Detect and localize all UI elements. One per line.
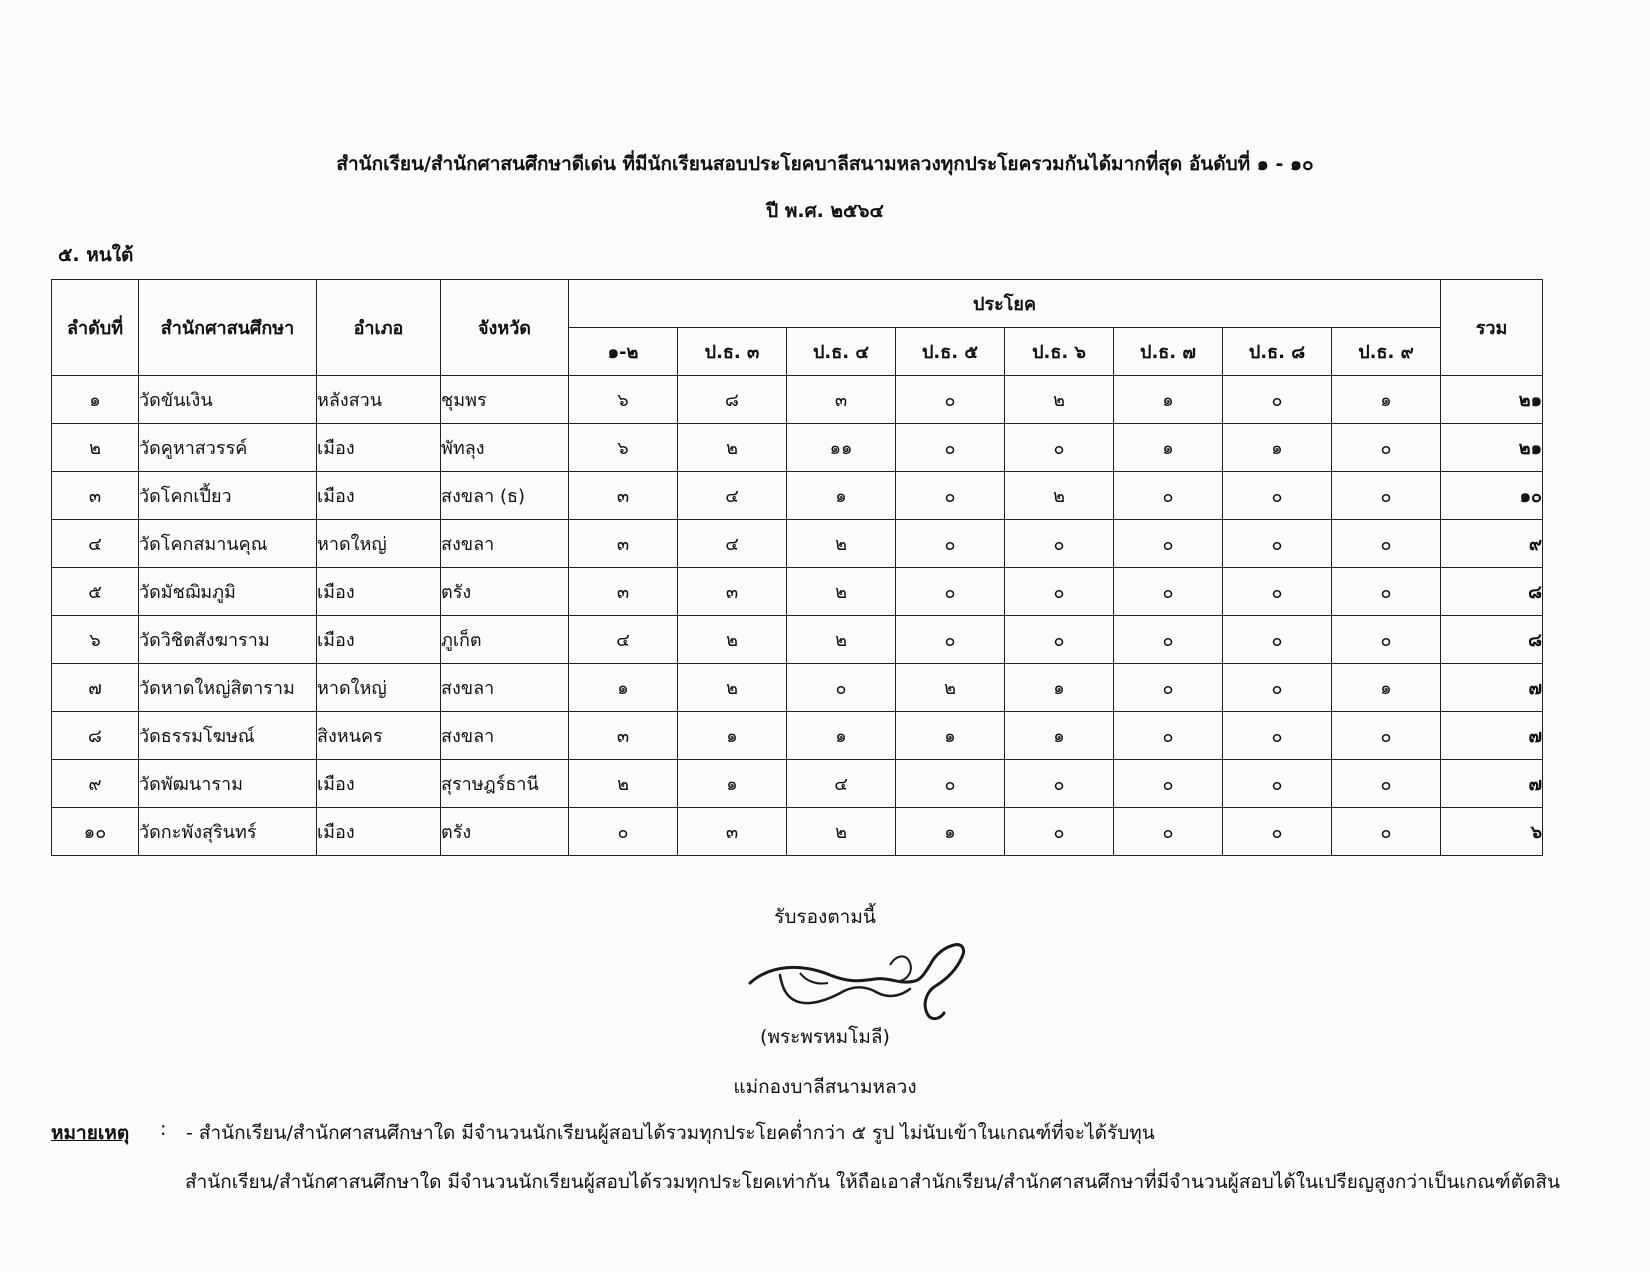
district-cell: เมือง (317, 760, 441, 808)
table-row (52, 424, 1543, 472)
school-cell: วัดคูหาสวรรค์ (139, 424, 317, 472)
rank-cell: ๘ (52, 712, 139, 760)
level-count-cell: ๔ (678, 472, 787, 520)
school-cell: วัดโคกเปี้ยว (139, 472, 317, 520)
rank-cell: ๓ (52, 472, 139, 520)
level-count-cell: ๑๑ (787, 424, 896, 472)
district-cell: เมือง (317, 568, 441, 616)
level-count-cell: ๐ (896, 520, 1005, 568)
header-rank: ลำดับที่ (52, 280, 139, 376)
level-count-cell: ๔ (678, 520, 787, 568)
level-count-cell: ๐ (1332, 568, 1441, 616)
level-count-cell: ๑ (787, 712, 896, 760)
level-count-cell: ๐ (1114, 616, 1223, 664)
level-count-cell: ๘ (678, 376, 787, 424)
level-count-cell: ๐ (787, 664, 896, 712)
level-count-cell: ๐ (1223, 712, 1332, 760)
level-count-cell: ๑ (1005, 712, 1114, 760)
table-row (52, 808, 1543, 856)
level-count-cell: ๓ (569, 568, 678, 616)
level-count-cell: ๐ (1223, 376, 1332, 424)
level-count-cell: ๓ (569, 712, 678, 760)
level-count-cell: ๐ (1114, 760, 1223, 808)
level-count-cell: ๖ (569, 424, 678, 472)
level-count-cell: ๐ (1332, 472, 1441, 520)
note-line-2: สำนักเรียน/สำนักศาสนศึกษาใด มีจำนวนนักเรียนผู้สอบได้รวมทุกประโยคเท่ากัน ให้ถือเอาสำนักเรียน/สำนักศาสนศึกษาที่มีจำนวนผู้สอบได้ในเปรียญสูงกว่าเป็นเกณฑ์ตัดสิน (185, 1171, 1560, 1193)
school-cell: วัดกะพังสุรินทร์ (139, 808, 317, 856)
level-count-cell: ๑ (1332, 376, 1441, 424)
level-count-cell: ๑ (1114, 424, 1223, 472)
school-cell: วัดพัฒนาราม (139, 760, 317, 808)
level-count-cell: ๔ (569, 616, 678, 664)
level-count-cell: ๐ (569, 808, 678, 856)
level-count-cell: ๐ (1114, 712, 1223, 760)
table-row (52, 616, 1543, 664)
level-count-cell: ๐ (1223, 472, 1332, 520)
header-level-group: ประโยค (569, 280, 1441, 328)
header-level: ป.ธ. ๙ (1332, 328, 1441, 376)
level-count-cell: ๑ (1332, 664, 1441, 712)
level-count-cell: ๑ (1223, 424, 1332, 472)
header-level: ป.ธ. ๔ (787, 328, 896, 376)
province-cell: ชุมพร (441, 376, 569, 424)
school-cell: วัดขันเงิน (139, 376, 317, 424)
table-row (52, 472, 1543, 520)
province-cell: ภูเก็ต (441, 616, 569, 664)
province-cell: ตรัง (441, 808, 569, 856)
rank-cell: ๖ (52, 616, 139, 664)
total-cell: ๙ (1441, 520, 1543, 568)
level-count-cell: ๐ (1223, 808, 1332, 856)
header-level: ป.ธ. ๕ (896, 328, 1005, 376)
level-count-cell: ๐ (1005, 760, 1114, 808)
rank-cell: ๒ (52, 424, 139, 472)
level-count-cell: ๔ (787, 760, 896, 808)
level-count-cell: ๐ (1332, 520, 1441, 568)
signature-image (740, 935, 980, 1025)
district-cell: เมือง (317, 808, 441, 856)
level-count-cell: ๐ (896, 472, 1005, 520)
level-count-cell: ๐ (896, 568, 1005, 616)
level-count-cell: ๐ (1114, 568, 1223, 616)
certify-text: รับรองตามนี้ (774, 906, 876, 928)
level-count-cell: ๐ (1114, 808, 1223, 856)
total-cell: ๗ (1441, 712, 1543, 760)
rank-cell: ๑ (52, 376, 139, 424)
province-cell: สงขลา (441, 664, 569, 712)
total-cell: ๒๑ (1441, 376, 1543, 424)
level-count-cell: ๓ (569, 520, 678, 568)
header-level: ๑-๒ (569, 328, 678, 376)
signer-title: แม่กองบาลีสนามหลวง (733, 1076, 917, 1098)
school-cell: วัดโคกสมานคุณ (139, 520, 317, 568)
level-count-cell: ๐ (896, 376, 1005, 424)
total-cell: ๗ (1441, 664, 1543, 712)
level-count-cell: ๒ (787, 568, 896, 616)
level-count-cell: ๓ (569, 472, 678, 520)
school-cell: วัดวิชิตสังฆาราม (139, 616, 317, 664)
level-count-cell: ๐ (1332, 616, 1441, 664)
level-count-cell: ๐ (1005, 808, 1114, 856)
note-label: หมายเหตุ (51, 1122, 130, 1144)
total-cell: ๗ (1441, 760, 1543, 808)
note-colon: : (160, 1118, 167, 1140)
level-count-cell: ๒ (678, 616, 787, 664)
rank-cell: ๗ (52, 664, 139, 712)
table-row (52, 712, 1543, 760)
level-count-cell: ๐ (1223, 760, 1332, 808)
province-cell: สงขลา (441, 712, 569, 760)
header-level: ป.ธ. ๖ (1005, 328, 1114, 376)
level-count-cell: ๒ (1005, 472, 1114, 520)
header-district: อำเภอ (317, 280, 441, 376)
level-count-cell: ๓ (678, 568, 787, 616)
level-count-cell: ๑ (1114, 376, 1223, 424)
level-count-cell: ๐ (1332, 424, 1441, 472)
level-count-cell: ๐ (1114, 520, 1223, 568)
level-count-cell: ๒ (1005, 376, 1114, 424)
total-cell: ๖ (1441, 808, 1543, 856)
total-cell: ๘ (1441, 568, 1543, 616)
level-count-cell: ๑ (787, 472, 896, 520)
level-count-cell: ๐ (1332, 808, 1441, 856)
level-count-cell: ๐ (1223, 520, 1332, 568)
level-count-cell: ๓ (787, 376, 896, 424)
table-body (52, 376, 1543, 856)
school-cell: วัดมัชฌิมภูมิ (139, 568, 317, 616)
level-count-cell: ๑ (896, 712, 1005, 760)
province-cell: สงขลา (441, 520, 569, 568)
level-count-cell: ๑ (569, 664, 678, 712)
district-cell: หาดใหญ่ (317, 664, 441, 712)
header-level: ป.ธ. ๗ (1114, 328, 1223, 376)
header-level: ป.ธ. ๘ (1223, 328, 1332, 376)
district-cell: หลังสวน (317, 376, 441, 424)
table-row (52, 568, 1543, 616)
level-count-cell: ๑ (678, 712, 787, 760)
signer-name: (พระพรหมโมลี) (760, 1026, 890, 1048)
rank-cell: ๔ (52, 520, 139, 568)
level-count-cell: ๐ (1114, 664, 1223, 712)
district-cell: สิงหนคร (317, 712, 441, 760)
level-count-cell: ๐ (1114, 472, 1223, 520)
table-row (52, 664, 1543, 712)
district-cell: เมือง (317, 424, 441, 472)
level-count-cell: ๐ (896, 616, 1005, 664)
rank-cell: ๑๐ (52, 808, 139, 856)
header-total: รวม (1441, 280, 1543, 376)
total-cell: ๘ (1441, 616, 1543, 664)
total-cell: ๑๐ (1441, 472, 1543, 520)
school-cell: วัดหาดใหญ่สิตาราม (139, 664, 317, 712)
header-level: ป.ธ. ๓ (678, 328, 787, 376)
level-count-cell: ๑ (678, 760, 787, 808)
school-cell: วัดธรรมโฆษณ์ (139, 712, 317, 760)
header-province: จังหวัด (441, 280, 569, 376)
table-row (52, 376, 1543, 424)
rank-cell: ๙ (52, 760, 139, 808)
level-count-cell: ๖ (569, 376, 678, 424)
district-cell: หาดใหญ่ (317, 520, 441, 568)
rank-cell: ๕ (52, 568, 139, 616)
level-count-cell: ๑ (896, 808, 1005, 856)
note-line-1: - สำนักเรียน/สำนักศาสนศึกษาใด มีจำนวนนักเรียนผู้สอบได้รวมทุกประโยคต่ำกว่า ๕ รูป ไม่นับเข้าในเกณฑ์ที่จะได้รับทุน (186, 1122, 1155, 1144)
level-count-cell: ๒ (787, 520, 896, 568)
level-count-cell: ๐ (1005, 424, 1114, 472)
level-count-cell: ๒ (569, 760, 678, 808)
results-table (51, 279, 1543, 856)
level-count-cell: ๒ (896, 664, 1005, 712)
level-count-cell: ๐ (1005, 616, 1114, 664)
level-count-cell: ๓ (678, 808, 787, 856)
level-count-cell: ๐ (1332, 760, 1441, 808)
level-count-cell: ๐ (1005, 520, 1114, 568)
level-count-cell: ๒ (678, 424, 787, 472)
level-count-cell: ๐ (896, 760, 1005, 808)
table-row (52, 520, 1543, 568)
level-count-cell: ๒ (787, 808, 896, 856)
total-cell: ๒๑ (1441, 424, 1543, 472)
level-count-cell: ๐ (1005, 568, 1114, 616)
province-cell: สุราษฎร์ธานี (441, 760, 569, 808)
level-count-cell: ๐ (896, 424, 1005, 472)
district-cell: เมือง (317, 472, 441, 520)
level-count-cell: ๑ (1005, 664, 1114, 712)
level-count-cell: ๐ (1223, 664, 1332, 712)
table-row (52, 760, 1543, 808)
document-title: สำนักเรียน/สำนักศาสนศึกษาดีเด่น ที่มีนักเรียนสอบประโยคบาลีสนามหลวงทุกประโยครวมกันได้มากที่สุด อันดับที่ ๑ - ๑๐ (336, 153, 1314, 175)
header-school: สำนักศาสนศึกษา (139, 280, 317, 376)
level-count-cell: ๐ (1223, 568, 1332, 616)
level-count-cell: ๐ (1223, 616, 1332, 664)
district-cell: เมือง (317, 616, 441, 664)
level-count-cell: ๒ (678, 664, 787, 712)
province-cell: พัทลุง (441, 424, 569, 472)
level-count-cell: ๒ (787, 616, 896, 664)
level-count-cell: ๐ (1332, 712, 1441, 760)
province-cell: ตรัง (441, 568, 569, 616)
region-heading: ๕. หนใต้ (58, 244, 134, 266)
province-cell: สงขลา (ธ) (441, 472, 569, 520)
document-year: ปี พ.ศ. ๒๕๖๔ (766, 200, 884, 222)
